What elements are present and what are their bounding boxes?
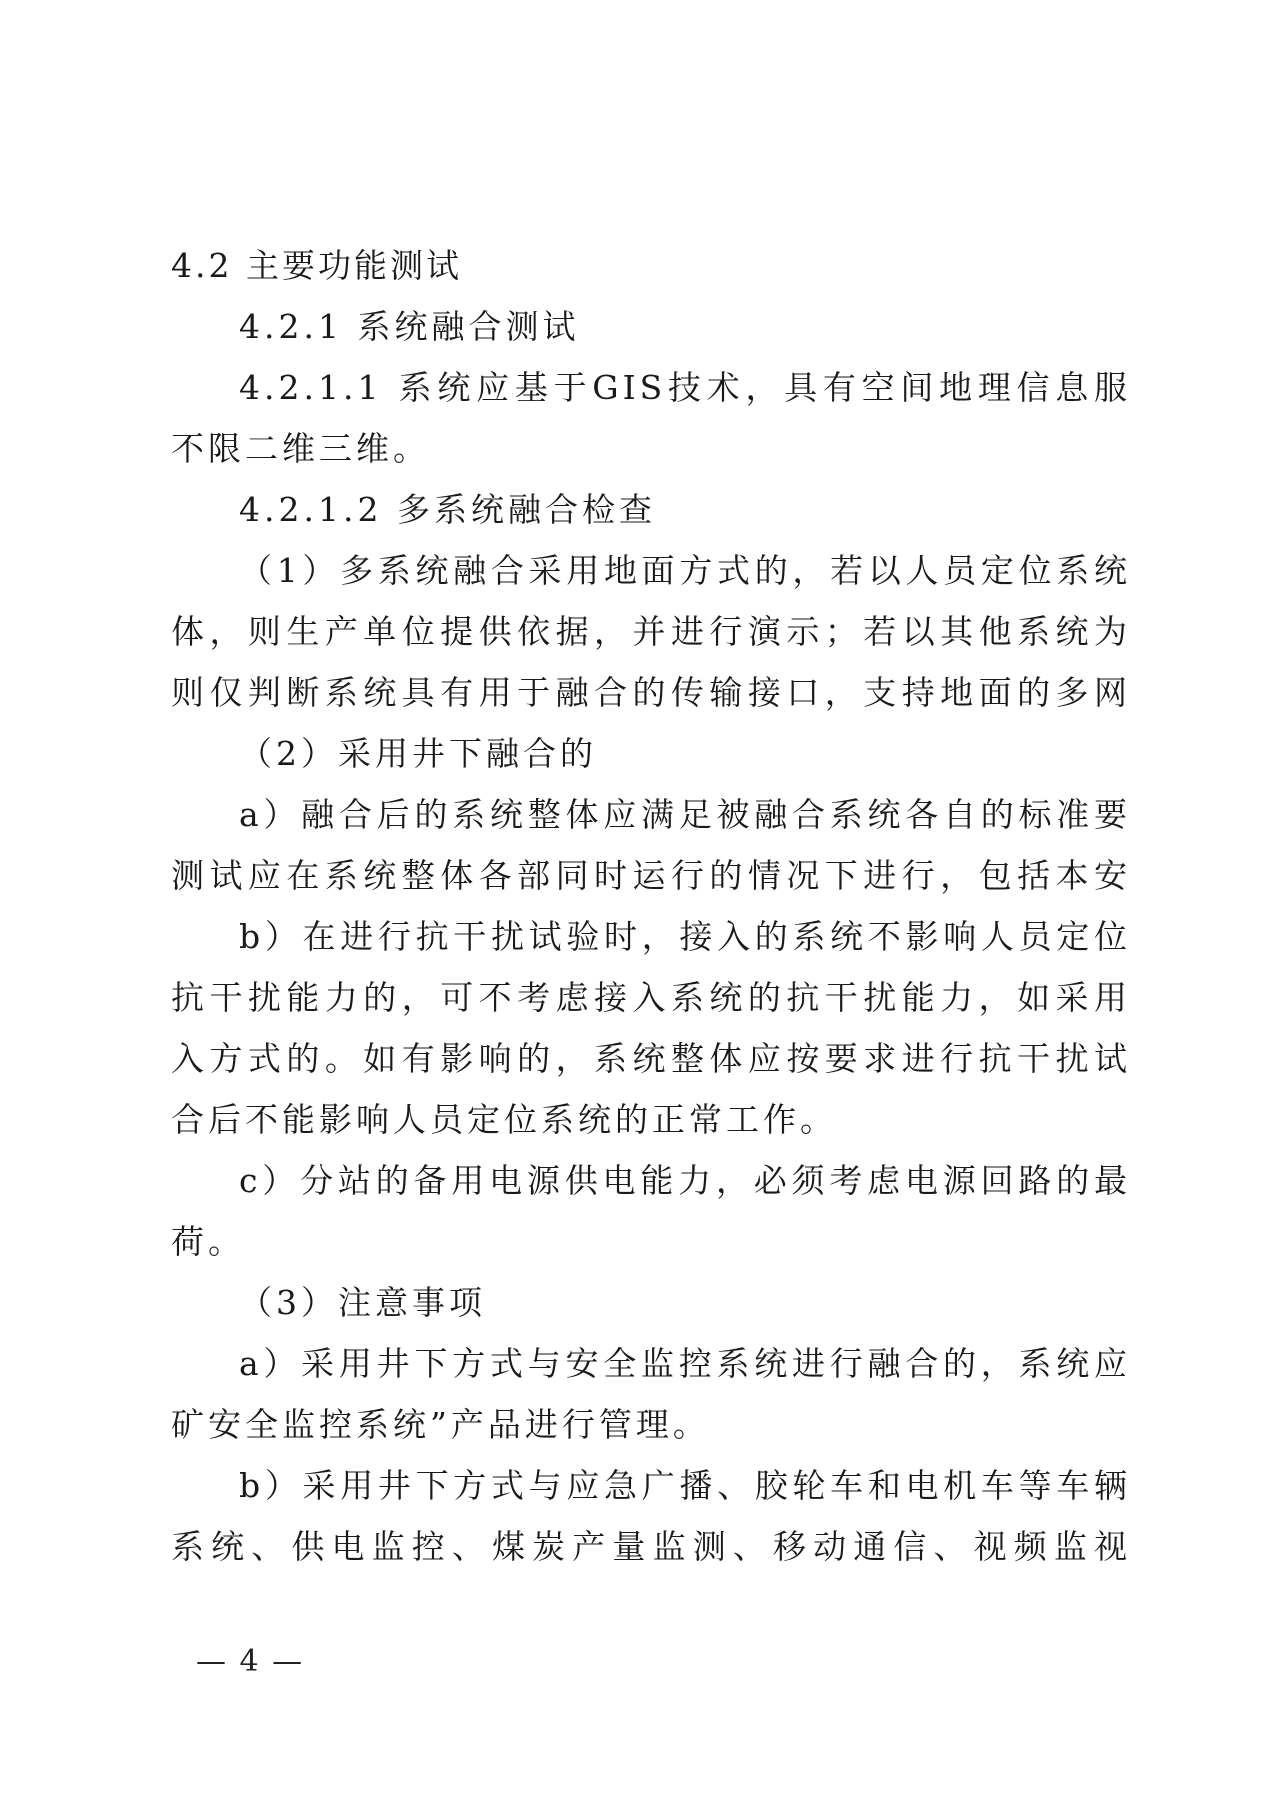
paragraph-line: c）分站的备用电源供电能力，必须考虑电源回路的最 xyxy=(239,1161,1131,1200)
list-heading: （3）注意事项 xyxy=(239,1283,486,1322)
paragraph-line: b）采用井下方式与应急广播、胶轮车和电机车等车辆 xyxy=(239,1466,1131,1505)
paragraph-line: b）在进行抗干扰试验时，接入的系统不影响人员定位 xyxy=(239,917,1131,956)
paragraph-line: 抗干扰能力的，可不考虑接入系统的抗干扰能力，如采用 xyxy=(171,978,1131,1017)
subsection-heading-4-2-1: 4.2.1 系统融合测试 xyxy=(239,307,580,346)
subsection-heading-4-2-1-2: 4.2.1.2 多系统融合检查 xyxy=(239,490,656,529)
list-heading: （2）采用井下融合的 xyxy=(239,734,597,773)
paragraph-line: （1）多系统融合采用地面方式的，若以人员定位系统 xyxy=(239,551,1131,590)
paragraph-line: 测试应在系统整体各部同时运行的情况下进行，包括本安 xyxy=(171,856,1131,895)
paragraph-line: a）融合后的系统整体应满足被融合系统各自的标准要 xyxy=(239,795,1131,834)
paragraph-line: 4.2.1.1 系统应基于GIS技术，具有空间地理信息服 xyxy=(239,368,1131,407)
paragraph-line: 荷。 xyxy=(171,1222,245,1261)
paragraph-line: a）采用井下方式与安全监控系统进行融合的，系统应 xyxy=(239,1344,1131,1383)
section-heading-4-2: 4.2 主要功能测试 xyxy=(171,246,462,285)
paragraph-line: 不限二维三维。 xyxy=(171,429,430,468)
document-body xyxy=(171,235,1131,1577)
paragraph-line: 系统、供电监控、煤炭产量监测、移动通信、视频监视 xyxy=(171,1527,1131,1566)
page-number: — 4 — xyxy=(196,1644,305,1679)
paragraph-line: 入方式的。如有影响的，系统整体应按要求进行抗干扰试 xyxy=(171,1039,1131,1078)
paragraph-line: 则仅判断系统具有用于融合的传输接口，支持地面的多网 xyxy=(171,673,1131,712)
paragraph-line: 合后不能影响人员定位系统的正常工作。 xyxy=(171,1100,837,1139)
paragraph-line: 矿安全监控系统”产品进行管理。 xyxy=(171,1405,710,1444)
paragraph-line: 体，则生产单位提供依据，并进行演示；若以其他系统为 xyxy=(171,612,1131,651)
